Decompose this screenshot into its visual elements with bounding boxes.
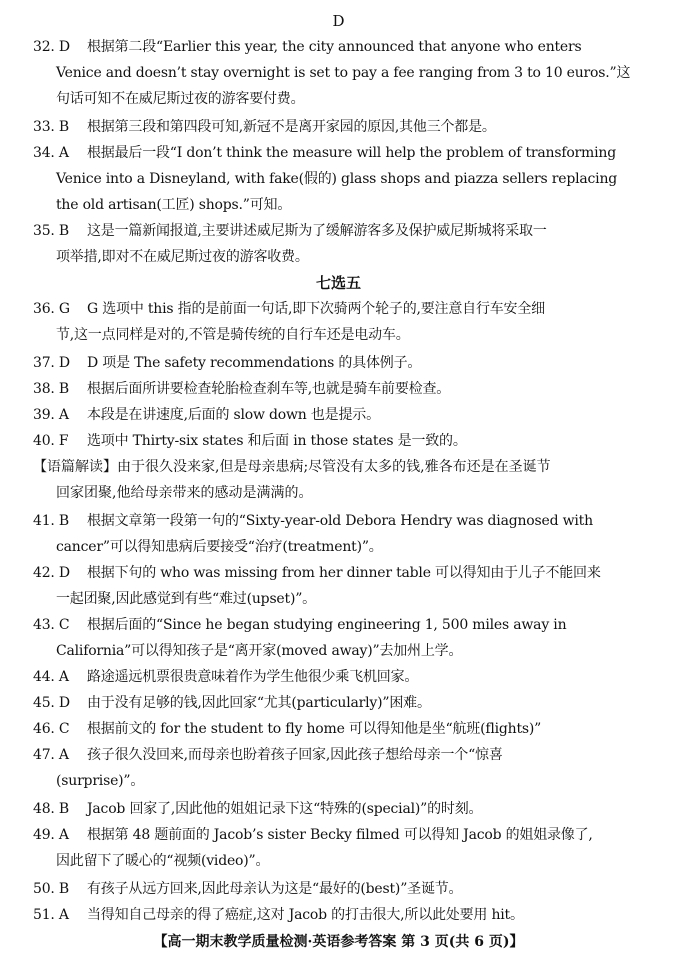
page-footer: 【高一期末教学质量检测·英语参考答案 第 3 页(共 6 页)】 xyxy=(153,934,524,950)
answer-explanation-line: California”可以得知孩子是“离开家(moved away)”去加州上学。 xyxy=(56,643,463,659)
answer-number: 37. D xyxy=(33,355,70,371)
answer-explanation-line: the old artisan(工匠) shops.”可知。 xyxy=(56,197,292,213)
answer-explanation-line: 选项中 Thirty-six states 和后面 in those states 是一致的。 xyxy=(87,433,467,449)
answer-explanation-line: 本段是在讲速度,后面的 slow down 也是提示。 xyxy=(87,407,380,423)
answer-explanation-line: 路途遥远机票很贵意味着作为学生他很少乘飞机回家。 xyxy=(87,669,419,685)
answer-explanation-line: 孩子很久没回来,而母亲也盼着孩子回家,因此孩子想给母亲一个“惊喜 xyxy=(87,747,503,763)
answer-number: 43. C xyxy=(33,617,70,633)
passage-summary-line: 【语篇解读】由于很久没来家,但是母亲患病;尽管没有太多的钱,雅各布还是在圣诞节 xyxy=(33,459,551,475)
answer-explanation-line: cancer”可以得知患病后要接受“治疗(treatment)”。 xyxy=(56,539,383,555)
answer-explanation-line: 根据后面所讲要检查轮胎检查刹车等,也就是骑车前要检查。 xyxy=(87,381,451,397)
answer-number: 51. A xyxy=(33,907,69,923)
answer-number: 48. B xyxy=(33,801,70,817)
answer-explanation-line: 根据下句的 who was missing from her dinner table 可以得知由于儿子不能回来 xyxy=(87,565,601,581)
answer-number: 38. B xyxy=(33,381,70,397)
answer-explanation-line: Venice and doesn’t stay overnight is set to pay a fee ranging from 3 to 10 euros.”这 xyxy=(56,65,631,81)
answer-number: 39. A xyxy=(33,407,69,423)
answer-number: 45. D xyxy=(33,695,70,711)
answer-explanation-line: G 选项中 this 指的是前面一句话,即下次骑两个轮子的,要注意自行车安全细 xyxy=(87,301,545,317)
answer-number: 47. A xyxy=(33,747,69,763)
answer-number: 34. A xyxy=(33,145,69,161)
answer-explanation-line: 根据后面的“Since he began studying engineering 1, 500 miles away in xyxy=(87,617,567,633)
answer-explanation-line: 句话可知不在威尼斯过夜的游客要付费。 xyxy=(56,91,305,107)
answer-number: 50. B xyxy=(33,881,70,897)
section-heading-qixuanwu: 七选五 xyxy=(315,274,361,292)
answer-number: 33. B xyxy=(33,119,70,135)
answer-explanation-line: 一起团聚,因此感觉到有些“难过(upset)”。 xyxy=(56,591,316,607)
answer-number: 49. A xyxy=(33,827,69,843)
answer-number: 35. B xyxy=(33,223,70,239)
answer-explanation-line: 有孩子从远方回来,因此母亲认为这是“最好的(best)”圣诞节。 xyxy=(87,881,463,897)
answer-explanation-line: 当得知自己母亲的得了癌症,这对 Jacob 的打击很大,所以此处要用 hit。 xyxy=(87,907,524,923)
answer-number: 32. D xyxy=(33,39,70,55)
answer-explanation-line: Jacob 回家了,因此他的姐姐记录下这“特殊的(special)”的时刻。 xyxy=(87,801,483,817)
answer-number: 44. A xyxy=(33,669,69,685)
answer-explanation-line: Venice into a Disneyland, with fake(假的) glass shops and piazza sellers replacing xyxy=(56,171,618,187)
section-heading-d: D xyxy=(332,12,345,30)
answer-number: 41. B xyxy=(33,513,70,529)
answer-explanation-line: 项举措,即对不在威尼斯过夜的游客收费。 xyxy=(56,249,309,265)
answer-explanation-line: 根据第 48 题前面的 Jacob’s sister Becky filmed 可以得知 Jacob 的姐姐录像了, xyxy=(87,827,593,843)
passage-summary-line: 回家团聚,他给母亲带来的感动是满满的。 xyxy=(56,485,313,501)
answer-explanation-line: 由于没有足够的钱,因此回家“尤其(particularly)”困难。 xyxy=(87,695,431,711)
answer-explanation-line: 节,这一点同样是对的,不管是骑传统的自行车还是电动车。 xyxy=(56,327,410,343)
answer-explanation-line: (surprise)”。 xyxy=(56,773,145,789)
answer-explanation-line: D 项是 The safety recommendations 的具体例子。 xyxy=(87,355,422,371)
answer-number: 42. D xyxy=(33,565,70,581)
answer-explanation-line: 根据前文的 for the student to fly home 可以得知他是坐“航班(flights)” xyxy=(87,721,542,737)
answer-explanation-line: 根据第二段“Earlier this year, the city announced that anyone who enters xyxy=(87,39,582,55)
answer-number: 46. C xyxy=(33,721,70,737)
answer-number: 40. F xyxy=(33,433,69,449)
answer-explanation-line: 这是一篇新闻报道,主要讲述威尼斯为了缓解游客多及保护威尼斯城将采取一 xyxy=(87,223,547,239)
answer-explanation-line: 根据文章第一段第一句的“Sixty-year-old Debora Hendry was diagnosed with xyxy=(87,513,593,529)
answer-number: 36. G xyxy=(33,301,70,317)
answer-explanation-line: 根据最后一段“I don’t think the measure will help the problem of transforming xyxy=(87,145,616,161)
answer-explanation-line: 根据第三段和第四段可知,新冠不是离开家园的原因,其他三个都是。 xyxy=(87,119,496,135)
answer-explanation-line: 因此留下了暖心的“视频(video)”。 xyxy=(56,853,270,869)
